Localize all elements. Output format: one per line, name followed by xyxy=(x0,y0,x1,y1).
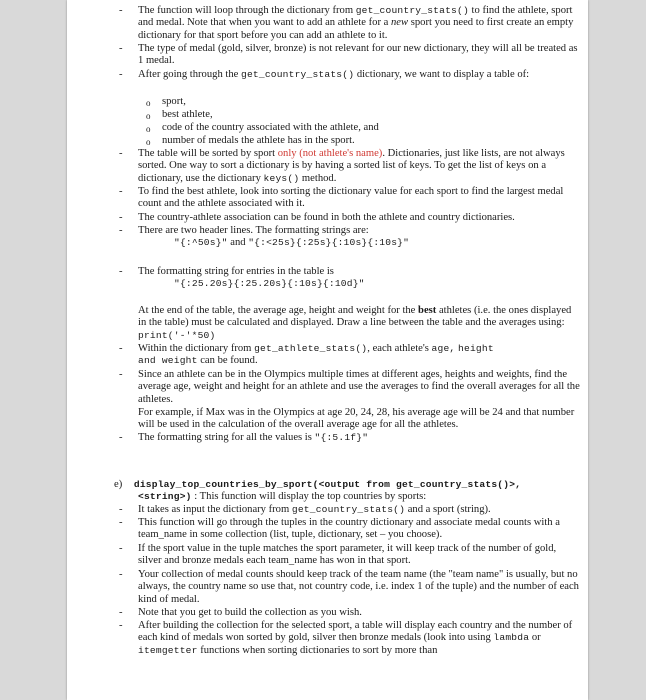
bullet-header-lines: There are two header lines. The formatting strings are: "{:^50s}" and "{:<25s}{:25s}{:10s}{:10s}" xyxy=(138,225,410,249)
subitem-sport: sport, xyxy=(162,96,186,107)
bullet-values-format: The formatting string for all the values is "{:5.1f}" xyxy=(138,432,369,443)
bullet-dash: - xyxy=(119,620,123,631)
bullet-dash: - xyxy=(119,266,123,277)
bullet-dash: - xyxy=(119,43,123,54)
bullet-note: Note that you get to build the collection as you wish. xyxy=(138,607,362,618)
bullet-after-building: After building the collection for the selected sport, a table will display each country and the number of each kind of medals won sorted by gold, silver then bronze medals (look into using lambda or itemgetter functions when sorting dictionaries to sort by more than xyxy=(138,620,573,656)
bullet-dash: - xyxy=(119,212,123,223)
bullet-dash: - xyxy=(119,148,123,159)
bullet-dash: - xyxy=(119,5,123,16)
bullet-dash: - xyxy=(119,225,123,236)
bullet-medal-type: The type of medal (gold, silver, bronze) is not relevant for our new dictionary, they will all be treated as 1 medal. xyxy=(138,43,578,67)
bullet-entries-format: The formatting string for entries in the table is "{:25.20s}{:25.20s}{:10s}{:10d}" xyxy=(138,266,365,290)
bullet-athlete-stats: Within the dictionary from get_athlete_stats(), each athlete's age, height and weight can be found. xyxy=(138,343,494,367)
bullet-dash: - xyxy=(119,504,123,515)
section-e-signature: <string>) : This function will display the top countries by sports: xyxy=(138,491,427,502)
subitem-medal-count: number of medals the athlete has in the sport. xyxy=(162,135,355,146)
bullet-sport-match: If the sport value in the tuple matches the sport parameter, it will keep track of the number of gold, silver and bronze medals each team_name has won in that sport. xyxy=(138,543,557,567)
circle-bullet-icon: o xyxy=(146,137,151,147)
bullet-dash: - xyxy=(119,343,123,354)
bullet-collection: Your collection of medal counts should keep track of the team name (the "team name" is usually, but no always, the country name so use that, not country code, i.e. index 1 of the tuple) and the number of each kind of medal. xyxy=(138,569,579,605)
bullet-country-association: The country-athlete association can be found in both the athlete and country dictionaries. xyxy=(138,212,515,223)
example-paragraph: For example, if Max was in the Olympics at age 20, 24, 28, his average age will be 24 and that number will be used in the calculation of the overall average age for all the athletes. xyxy=(138,407,575,431)
circle-bullet-icon: o xyxy=(146,111,151,121)
bullet-sorted-by-sport: The table will be sorted by sport only (not athlete's name). Dictionaries, just like lists, are not always sorted. One way to sort a dictionary is by having a sorted list of keys. To get the list of keys on a dictionary, use the dictionary keys() method. xyxy=(138,148,565,184)
bullet-dash: - xyxy=(119,432,123,443)
bullet-best-athlete: To find the best athlete, look into sorting the dictionary value for each sport to find the largest medal count and the athlete associated with it. xyxy=(138,186,564,210)
averages-paragraph: At the end of the table, the average age, height and weight for the best athletes (i.e. the ones displayed in the table) must be calculated and displayed. Draw a line between the table and the averages using: print('-'*50) xyxy=(138,305,572,341)
bullet-dash: - xyxy=(119,607,123,618)
subitem-best-athlete: best athlete, xyxy=(162,109,213,120)
bullet-dash: - xyxy=(119,569,123,580)
bullet-multiple-olympics: Since an athlete can be in the Olympics multiple times at different ages, heights and weights, find the average age, weight and height for an athlete and use the averages to find the overall averages for all the athletes. xyxy=(138,369,580,405)
bullet-loop-dictionary: The function will loop through the dictionary from get_country_stats() to find the athlete, sport and medal. Note that when you want to add an athlete for a new sport you need to first create an empty dictionary for that sport before you can add an athlete to it. xyxy=(138,5,574,41)
circle-bullet-icon: o xyxy=(146,98,151,108)
bullet-dash: - xyxy=(119,69,123,80)
bullet-dash: - xyxy=(119,369,123,380)
document-page xyxy=(67,0,588,700)
bullet-tuples: This function will go through the tuples in the country dictionary and associate medal counts with a team_name in some collection (list, tuple, dictionary, set – you choose). xyxy=(138,517,560,541)
bullet-dash: - xyxy=(119,543,123,554)
section-e-heading: e) display_top_countries_by_sport(<output from get_country_stats()>, xyxy=(114,479,522,490)
bullet-display-table: After going through the get_country_stats() dictionary, we want to display a table of: xyxy=(138,69,530,80)
bullet-dash: - xyxy=(119,186,123,197)
bullet-dash: - xyxy=(119,517,123,528)
circle-bullet-icon: o xyxy=(146,124,151,134)
subitem-country-code: code of the country associated with the athlete, and xyxy=(162,122,379,133)
bullet-takes-input: It takes as input the dictionary from get_country_stats() and a sport (string). xyxy=(138,504,491,515)
